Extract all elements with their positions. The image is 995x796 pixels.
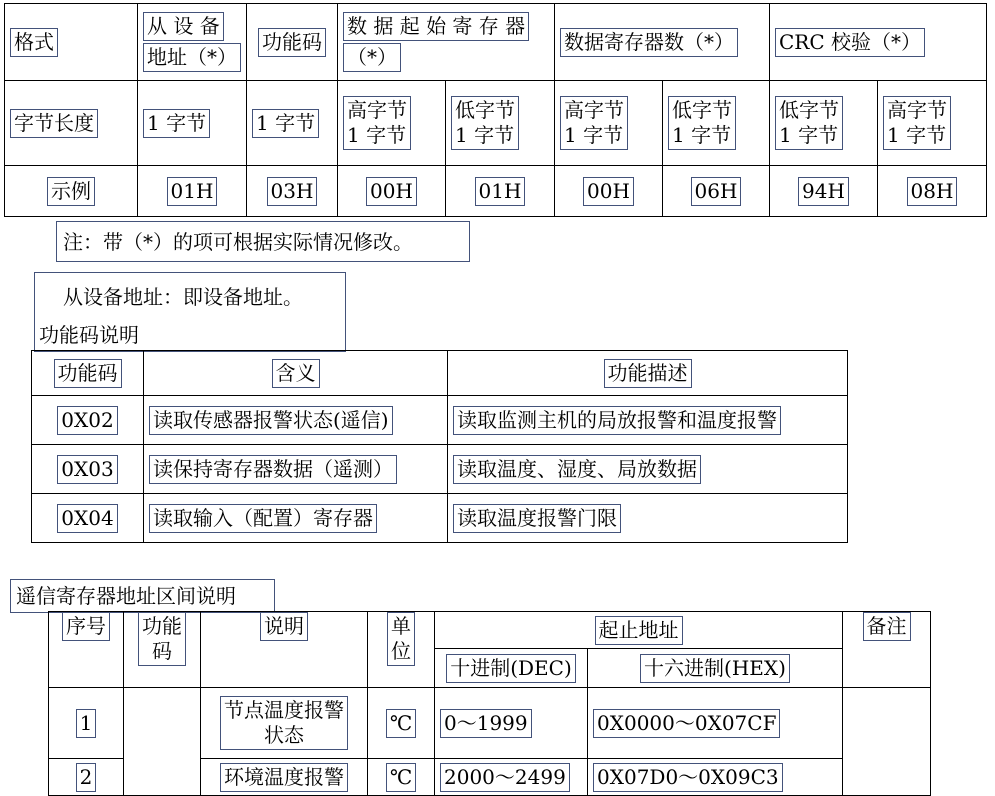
byte-order: 低字节 xyxy=(779,98,839,122)
row-hex-range: 0X07D0～0X09C3 xyxy=(593,763,783,792)
header-unit-line2: 位 xyxy=(391,639,411,663)
function-code-label: 功能码 xyxy=(258,28,326,57)
byte-length-value xyxy=(668,96,736,150)
byte-length-c3 xyxy=(338,81,446,166)
header-desc: 说明 xyxy=(260,612,308,641)
byte-length-value xyxy=(343,96,411,150)
row-desc-line1: 节点温度报警 xyxy=(224,698,344,722)
function-meaning: 读保持寄存器数据（遥测） xyxy=(149,455,397,484)
byte-size: 1 字节 xyxy=(347,123,407,147)
header-cell xyxy=(368,612,435,688)
byte-size: 1 字节 xyxy=(779,123,839,147)
hex-cell xyxy=(588,759,843,796)
byte-length-value xyxy=(560,96,628,150)
meaning-cell xyxy=(144,494,448,543)
header-cell xyxy=(448,351,848,396)
desc-cell xyxy=(201,759,368,796)
unit-cell xyxy=(368,759,435,796)
function-description: 读取温度报警门限 xyxy=(453,504,621,533)
slave-address-line1: 从 设 备 xyxy=(143,12,224,41)
header-func-line2: 码 xyxy=(152,639,172,663)
header-cell xyxy=(435,649,588,688)
table-row xyxy=(32,396,848,445)
header-dec: 十进制(DEC) xyxy=(446,654,576,683)
dec-cell xyxy=(435,759,588,796)
byte-length-value xyxy=(775,96,843,150)
byte-size: 1 字节 xyxy=(564,123,624,147)
function-table-header xyxy=(32,351,848,396)
header-unit xyxy=(387,612,415,666)
byte-length-value xyxy=(883,96,951,150)
byte-size: 1 字节 xyxy=(455,123,515,147)
slave-address-line2: 地址（*） xyxy=(143,43,241,72)
byte-length-c5 xyxy=(555,81,663,166)
byte-length-label: 字节长度 xyxy=(10,109,98,138)
function-description: 读取温度、湿度、局放数据 xyxy=(453,455,701,484)
function-code: 0X02 xyxy=(57,406,117,435)
header-func-line1: 功能 xyxy=(142,614,182,638)
table-row xyxy=(32,494,848,543)
byte-length-c6 xyxy=(663,81,770,166)
example-value: 00H xyxy=(366,177,417,206)
row-desc-line2: 状态 xyxy=(264,723,304,747)
byte-order: 低字节 xyxy=(455,98,515,122)
example-value-cell xyxy=(878,166,987,217)
register-address-table xyxy=(48,611,931,796)
example-value: 06H xyxy=(691,177,742,206)
example-value: 00H xyxy=(583,177,634,206)
unit-cell xyxy=(368,688,435,759)
description-cell xyxy=(448,445,848,494)
byte-length-label-cell xyxy=(5,81,138,166)
byte-order: 高字节 xyxy=(347,98,407,122)
crc-cell xyxy=(770,4,987,81)
header-cell xyxy=(843,612,931,688)
function-code: 0X04 xyxy=(57,504,117,533)
function-meaning: 读取传感器报警状态(遥信) xyxy=(149,406,393,435)
byte-size: 1 字节 xyxy=(887,123,947,147)
format-label: 格式 xyxy=(10,28,58,57)
header-cell xyxy=(201,612,368,688)
byte-length-c4 xyxy=(446,81,555,166)
row-seq: 2 xyxy=(76,763,97,792)
example-value: 08H xyxy=(907,177,958,206)
register-count-label: 数据寄存器数（*） xyxy=(560,28,738,57)
start-register-line2: （*） xyxy=(343,43,401,72)
row-hex-range: 0X0000～0X07CF xyxy=(593,709,780,738)
crc-label: CRC 校验（*） xyxy=(775,28,925,57)
header-meaning: 含义 xyxy=(272,359,320,388)
header-function-code: 功能码 xyxy=(54,359,122,388)
description-cell xyxy=(448,494,848,543)
dec-cell xyxy=(435,688,588,759)
remark-cell xyxy=(843,688,931,796)
start-register-cell xyxy=(338,4,555,81)
desc-cell xyxy=(201,688,368,759)
hex-cell xyxy=(588,688,843,759)
byte-order: 高字节 xyxy=(887,98,947,122)
byte-length-value: 1 字节 xyxy=(252,109,319,138)
header-description: 功能描述 xyxy=(604,359,692,388)
byte-order: 低字节 xyxy=(672,98,732,122)
code-cell xyxy=(32,445,144,494)
example-value-cell xyxy=(138,166,247,217)
seq-cell xyxy=(49,688,124,759)
byte-length-value: 1 字节 xyxy=(143,109,210,138)
function-code: 0X03 xyxy=(57,455,117,484)
format-label-cell xyxy=(5,4,138,81)
register-table-header xyxy=(49,612,931,649)
row-unit: ℃ xyxy=(386,763,416,792)
meaning-cell xyxy=(144,445,448,494)
header-remark: 备注 xyxy=(863,612,911,641)
header-hex: 十六进制(HEX) xyxy=(640,654,790,683)
function-meaning: 读取输入（配置）寄存器 xyxy=(149,504,377,533)
header-cell xyxy=(124,612,201,688)
example-label: 示例 xyxy=(47,177,95,206)
slave-address-paragraph xyxy=(34,272,346,352)
example-value-cell xyxy=(555,166,663,217)
row-desc: 环境温度报警 xyxy=(220,763,348,792)
register-count-cell xyxy=(555,4,770,81)
register-section-title: 遥信寄存器地址区间说明 xyxy=(10,579,275,613)
header-cell xyxy=(49,612,124,688)
example-value-cell xyxy=(338,166,446,217)
code-cell xyxy=(32,396,144,445)
byte-length-c2 xyxy=(247,81,338,166)
header-range: 起止地址 xyxy=(595,616,683,645)
header-cell xyxy=(32,351,144,396)
row-dec-range: 2000～2499 xyxy=(440,763,570,792)
table-row xyxy=(49,688,931,759)
slave-address-description: 从设备地址：即设备地址。 xyxy=(63,285,303,309)
row-seq: 1 xyxy=(76,709,97,738)
frame-row-format xyxy=(5,4,987,81)
example-label-cell xyxy=(5,166,138,217)
header-cell xyxy=(588,649,843,688)
description-cell xyxy=(448,396,848,445)
example-value: 01H xyxy=(167,177,218,206)
example-value-cell xyxy=(247,166,338,217)
example-value-cell xyxy=(446,166,555,217)
example-value: 03H xyxy=(267,177,318,206)
byte-length-value xyxy=(451,96,519,150)
example-value: 01H xyxy=(475,177,526,206)
header-func-code xyxy=(138,612,186,666)
meaning-cell xyxy=(144,396,448,445)
frame-row-example xyxy=(5,166,987,217)
row-desc xyxy=(220,696,348,750)
modifiable-fields-note: 注：带（*）的项可根据实际情况修改。 xyxy=(56,221,470,262)
frame-row-byte-length xyxy=(5,81,987,166)
table-row xyxy=(32,445,848,494)
row-dec-range: 0～1999 xyxy=(440,709,532,738)
byte-length-c8 xyxy=(878,81,987,166)
example-value: 94H xyxy=(798,177,849,206)
func-code-cell xyxy=(124,688,201,796)
example-value-cell xyxy=(663,166,770,217)
start-register-line1: 数 据 起 始 寄 存 器 xyxy=(343,12,529,41)
byte-length-c1 xyxy=(138,81,247,166)
example-value-cell xyxy=(770,166,878,217)
header-seq: 序号 xyxy=(62,612,110,641)
byte-size: 1 字节 xyxy=(672,123,732,147)
frame-format-table xyxy=(4,3,987,217)
row-unit: ℃ xyxy=(386,709,416,738)
byte-order: 高字节 xyxy=(564,98,624,122)
byte-length-c7 xyxy=(770,81,878,166)
seq-cell xyxy=(49,759,124,796)
function-code-section-title: 功能码说明 xyxy=(39,323,139,347)
function-code-cell xyxy=(247,4,338,81)
function-code-table xyxy=(31,350,848,543)
header-unit-line1: 单 xyxy=(391,614,411,638)
code-cell xyxy=(32,494,144,543)
header-cell xyxy=(435,612,843,649)
slave-address-cell xyxy=(138,4,247,81)
function-description: 读取监测主机的局放报警和温度报警 xyxy=(453,406,781,435)
header-cell xyxy=(144,351,448,396)
